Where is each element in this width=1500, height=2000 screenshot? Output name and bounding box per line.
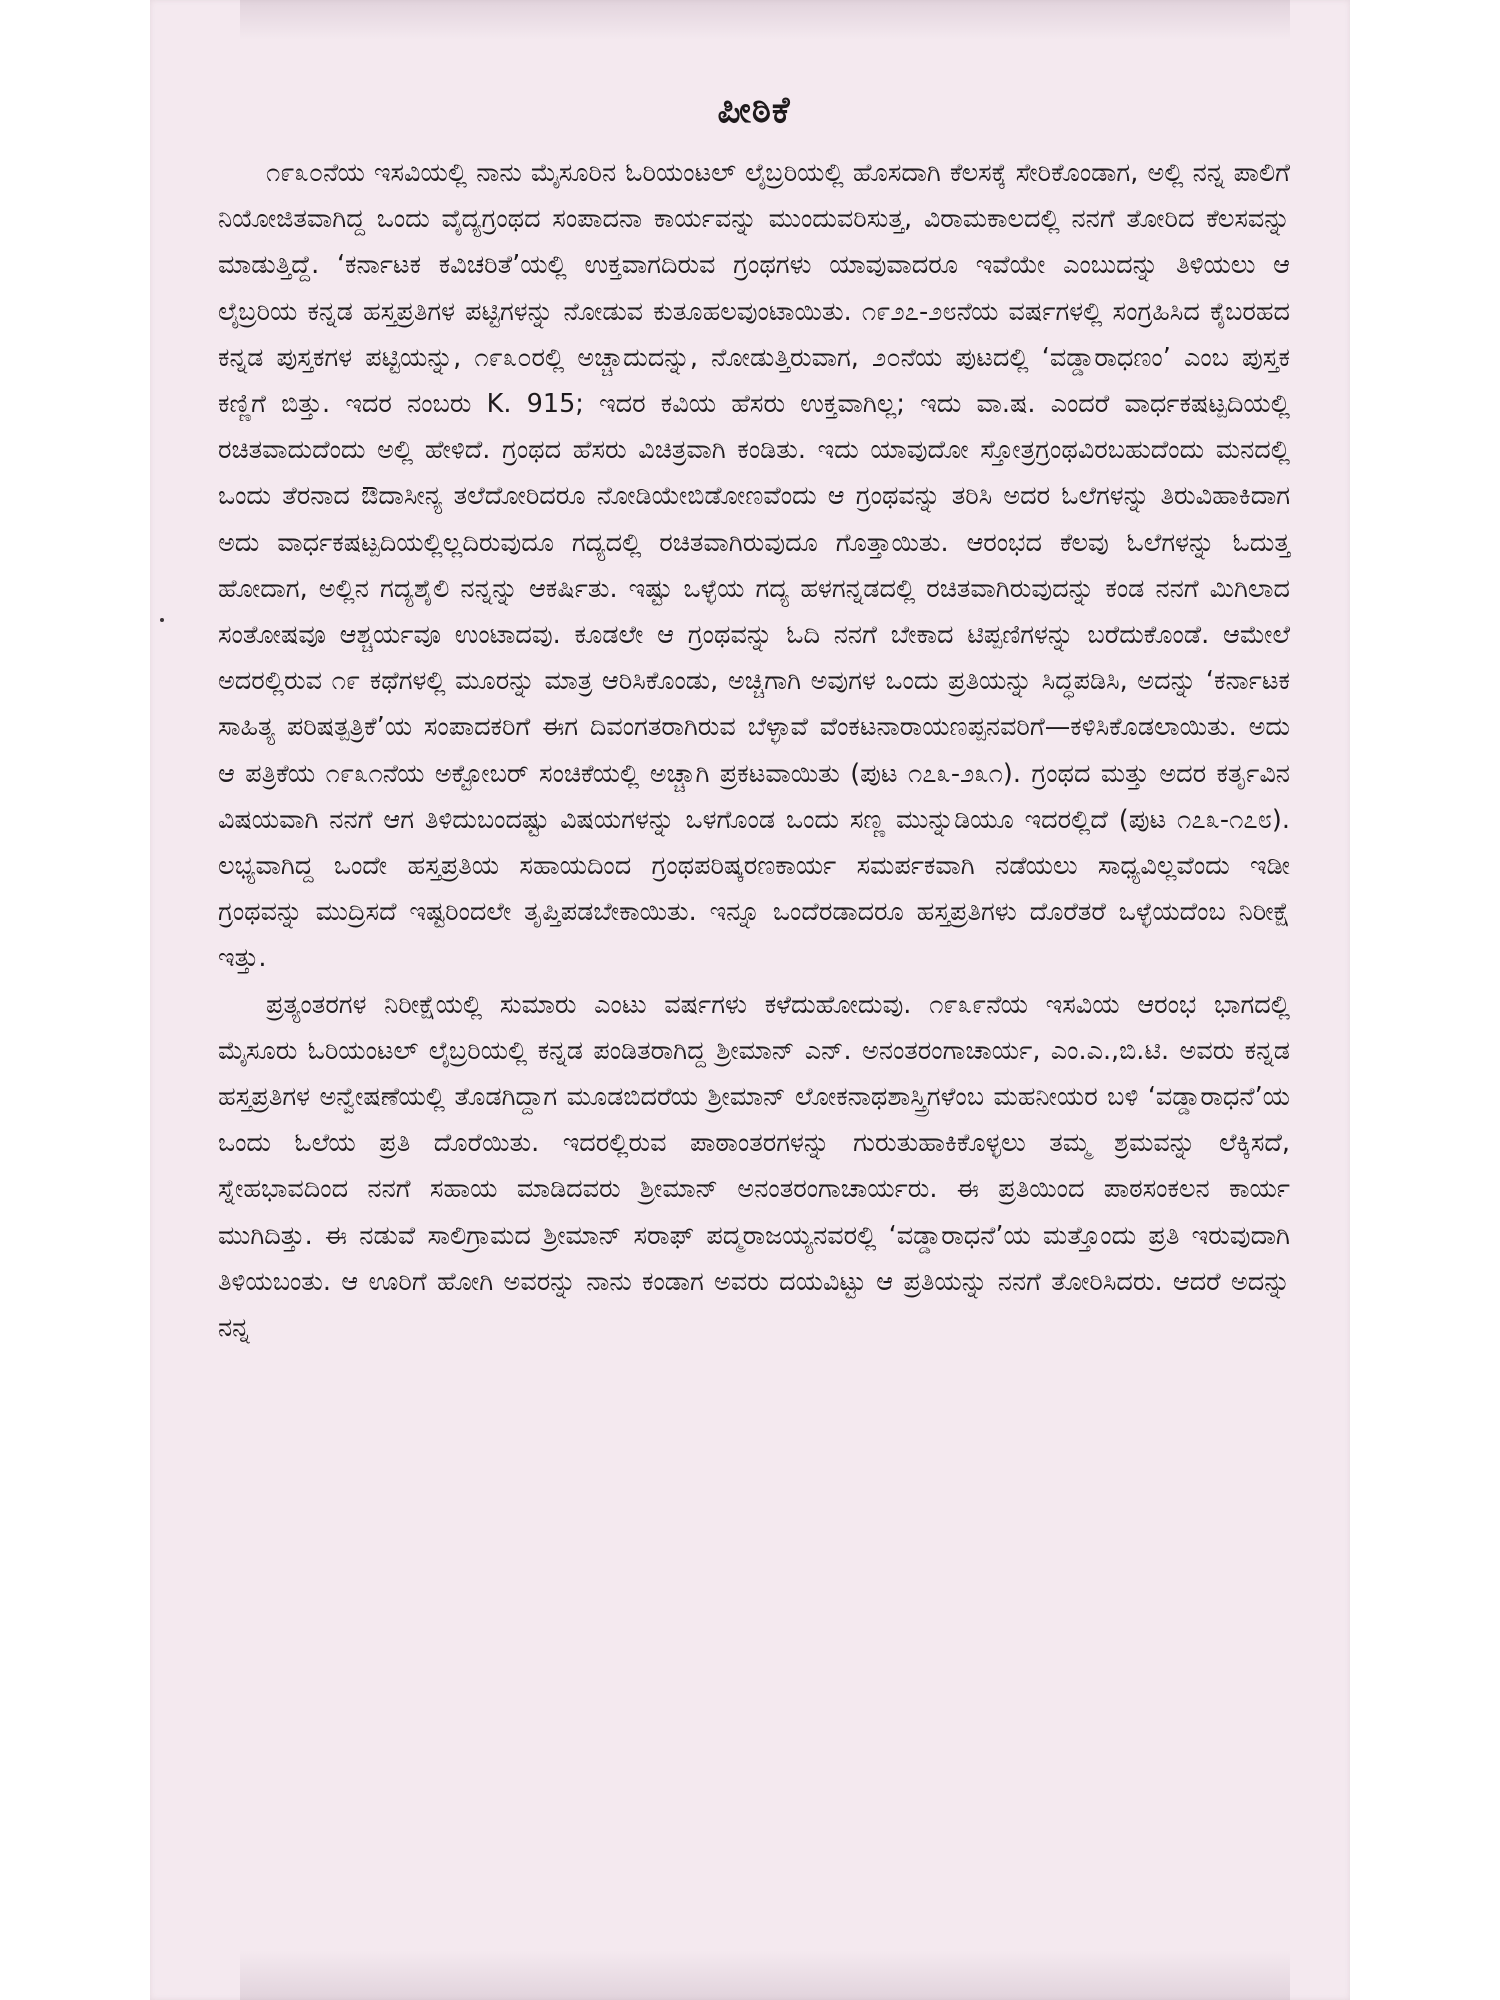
show-through-top: [240, 0, 1290, 40]
book-page: [150, 0, 1350, 2000]
margin-speck: [160, 618, 164, 622]
paragraph-2: ಪ್ರತ್ಯಂತರಗಳ ನಿರೀಕ್ಷೆಯಲ್ಲಿ ಸುಮಾರು ಎಂಟು ವರ್ಷಗಳು ಕಳೆದುಹೋದುವು. ೧೯೩೯ನೆಯ ಇಸವಿಯ ಆರಂಭ ಭಾಗದಲ್ಲಿ ಮೈಸೂರು ಓರಿಯಂಟಲ್ ಲೈಬ್ರರಿಯಲ್ಲಿ ಕನ್ನಡ ಪಂಡಿತರಾಗಿದ್ದ ಶ್ರೀಮಾನ್ ಎನ್. ಅನಂತರಂಗಾಚಾರ್ಯ, ಎಂ.ಎ.,ಬಿ.ಟಿ. ಅವರು ಕನ್ನಡ ಹಸ್ತಪ್ರತಿಗಳ ಅನ್ವೇಷಣೆಯಲ್ಲಿ ತೊಡಗಿದ್ದಾಗ ಮೂಡಬಿದರೆಯ ಶ್ರೀಮಾನ್ ಲೋಕನಾಥಶಾಸ್ತ್ರಿಗಳೆಂಬ ಮಹನೀಯರ ಬಳಿ ‘ವಡ್ಡಾರಾಧನೆ’ಯ ಒಂದು ಓಲೆಯ ಪ್ರತಿ ದೊರೆಯಿತು. ಇದರಲ್ಲಿರುವ ಪಾಠಾಂತರಗಳನ್ನು ಗುರುತುಹಾಕಿಕೊಳ್ಳಲು ತಮ್ಮ ಶ್ರಮವನ್ನು ಲೆಕ್ಕಿಸದೆ, ಸ್ನೇಹಭಾವದಿಂದ ನನಗೆ ಸಹಾಯ ಮಾಡಿದವರು ಶ್ರೀಮಾನ್ ಅನಂತರಂಗಾಚಾರ್ಯರು. ಈ ಪ್ರತಿಯಿಂದ ಪಾಠಸಂಕಲನ ಕಾರ್ಯ ಮುಗಿದಿತ್ತು. ಈ ನಡುವೆ ಸಾಲಿಗ್ರಾಮದ ಶ್ರೀಮಾನ್ ಸರಾಫ್ ಪದ್ಮರಾಜಯ್ಯನವರಲ್ಲಿ ‘ವಡ್ಡಾರಾಧನೆ’ಯ ಮತ್ತೊಂದು ಪ್ರತಿ ಇರುವುದಾಗಿ ತಿಳಿಯಬಂತು. ಆ ಊರಿಗೆ ಹೋಗಿ ಅವರನ್ನು ನಾನು ಕಂಡಾಗ ಅವರು ದಯವಿಟ್ಟು ಆ ಪ್ರತಿಯನ್ನು ನನಗೆ ತೋರಿಸಿದರು. ಆದರೆ ಅದನ್ನು ನನ್ನ: [218, 989, 1290, 1344]
paragraph-1: ೧೯೩೦ನೆಯ ಇಸವಿಯಲ್ಲಿ ನಾನು ಮೈಸೂರಿನ ಓರಿಯಂಟಲ್ ಲೈಬ್ರರಿಯಲ್ಲಿ ಹೊಸದಾಗಿ ಕೆಲಸಕ್ಕೆ ಸೇರಿಕೊಂಡಾಗ, ಅಲ್ಲಿ ನನ್ನ ಪಾಲಿಗೆ ನಿಯೋಜಿತವಾಗಿದ್ದ ಒಂದು ವೈದ್ಯಗ್ರಂಥದ ಸಂಪಾದನಾ ಕಾರ್ಯವನ್ನು ಮುಂದುವರಿಸುತ್ತ, ವಿರಾಮಕಾಲದಲ್ಲಿ ನನಗೆ ತೋರಿದ ಕೆಲಸವನ್ನು ಮಾಡುತ್ತಿದ್ದೆ. ‘ಕರ್ನಾಟಕ ಕವಿಚರಿತೆ’ಯಲ್ಲಿ ಉಕ್ತವಾಗದಿರುವ ಗ್ರಂಥಗಳು ಯಾವುವಾದರೂ ಇವೆಯೇ ಎಂಬುದನ್ನು ತಿಳಿಯಲು ಆ ಲೈಬ್ರರಿಯ ಕನ್ನಡ ಹಸ್ತಪ್ರತಿಗಳ ಪಟ್ಟಿಗಳನ್ನು ನೋಡುವ ಕುತೂಹಲವುಂಟಾಯಿತು. ೧೯೨೭-೨೮ನೆಯ ವರ್ಷಗಳಲ್ಲಿ ಸಂಗ್ರಹಿಸಿದ ಕೈಬರಹದ ಕನ್ನಡ ಪುಸ್ತಕಗಳ ಪಟ್ಟಿಯನ್ನು, ೧೯೩೦ರಲ್ಲಿ ಅಚ್ಚಾದುದನ್ನು, ನೋಡುತ್ತಿರುವಾಗ, ೨೦ನೆಯ ಪುಟದಲ್ಲಿ ‘ವಡ್ಡಾರಾಧಣಂ’ ಎಂಬ ಪುಸ್ತಕ ಕಣ್ಣಿಗೆ ಬಿತ್ತು. ಇದರ ನಂಬರು K. 915; ಇದರ ಕವಿಯ ಹೆಸರು ಉಕ್ತವಾಗಿಲ್ಲ; ಇದು ವಾ.ಷ. ಎಂದರೆ ವಾರ್ಧಕಷಟ್ಪದಿಯಲ್ಲಿ ರಚಿತವಾದುದೆಂದು ಅಲ್ಲಿ ಹೇಳಿದೆ. ಗ್ರಂಥದ ಹೆಸರು ವಿಚಿತ್ರವಾಗಿ ಕಂಡಿತು. ಇದು ಯಾವುದೋ ಸ್ತೋತ್ರಗ್ರಂಥವಿರಬಹುದೆಂದು ಮನದಲ್ಲಿ ಒಂದು ತೆರನಾದ ಔದಾಸೀನ್ಯ ತಲೆದೋರಿದರೂ ನೋಡಿಯೇಬಿಡೋಣವೆಂದು ಆ ಗ್ರಂಥವನ್ನು ತರಿಸಿ ಅದರ ಓಲೆಗಳನ್ನು ತಿರುವಿಹಾಕಿದಾಗ ಅದು ವಾರ್ಧಕಷಟ್ಪದಿಯಲ್ಲಿಲ್ಲದಿರುವುದೂ ಗದ್ಯದಲ್ಲಿ ರಚಿತವಾಗಿರುವುದೂ ಗೊತ್ತಾಯಿತು. ಆರಂಭದ ಕೆಲವು ಓಲೆಗಳನ್ನು ಓದುತ್ತ ಹೋದಾಗ, ಅಲ್ಲಿನ ಗದ್ಯಶೈಲಿ ನನ್ನನ್ನು ಆಕರ್ಷಿತು. ಇಷ್ಟು ಒಳ್ಳೆಯ ಗದ್ಯ ಹಳಗನ್ನಡದಲ್ಲಿ ರಚಿತವಾಗಿರುವುದನ್ನು ಕಂಡ ನನಗೆ ಮಿಗಿಲಾದ ಸಂತೋಷವೂ ಆಶ್ಚರ್ಯವೂ ಉಂಟಾದವು. ಕೂಡಲೇ ಆ ಗ್ರಂಥವನ್ನು ಓದಿ ನನಗೆ ಬೇಕಾದ ಟಿಪ್ಪಣಿಗಳನ್ನು ಬರೆದುಕೊಂಡೆ. ಆಮೇಲೆ ಅದರಲ್ಲಿರುವ ೧೯ ಕಥೆಗಳಲ್ಲಿ ಮೂರನ್ನು ಮಾತ್ರ ಆರಿಸಿಕೊಂಡು, ಅಚ್ಚಿಗಾಗಿ ಅವುಗಳ ಒಂದು ಪ್ರತಿಯನ್ನು ಸಿದ್ಧಪಡಿಸಿ, ಅದನ್ನು ‘ಕರ್ನಾಟಕ ಸಾಹಿತ್ಯ ಪರಿಷತ್ಪತ್ರಿಕೆ’ಯ ಸಂಪಾದಕರಿಗೆ ಈಗ ದಿವಂಗತರಾಗಿರುವ ಬೆಳ್ಳಾವೆ ವೆಂಕಟನಾರಾಯಣಪ್ಪನವರಿಗೆ—ಕಳಿಸಿಕೊಡಲಾಯಿತು. ಅದು ಆ ಪತ್ರಿಕೆಯ ೧೯೩೧ನೆಯ ಅಕ್ಟೋಬರ್ ಸಂಚಿಕೆಯಲ್ಲಿ ಅಚ್ಚಾಗಿ ಪ್ರಕಟವಾಯಿತು (ಪುಟ ೧೭೩-೨೩೧). ಗ್ರಂಥದ ಮತ್ತು ಅದರ ಕರ್ತೃವಿನ ವಿಷಯವಾಗಿ ನನಗೆ ಆಗ ತಿಳಿದುಬಂದಷ್ಟು ವಿಷಯಗಳನ್ನು ಒಳಗೊಂಡ ಒಂದು ಸಣ್ಣ ಮುನ್ನುಡಿಯೂ ಇದರಲ್ಲಿದೆ (ಪುಟ ೧೭೩-೧೭೮). ಲಭ್ಯವಾಗಿದ್ದ ಒಂದೇ ಹಸ್ತಪ್ರತಿಯ ಸಹಾಯದಿಂದ ಗ್ರಂಥಪರಿಷ್ಕರಣಕಾರ್ಯ ಸಮರ್ಪಕವಾಗಿ ನಡೆಯಲು ಸಾಧ್ಯವಿಲ್ಲವೆಂದು ಇಡೀ ಗ್ರಂಥವನ್ನು ಮುದ್ರಿಸದೆ ಇಷ್ಟರಿಂದಲೇ ತೃಪ್ತಿಪಡಬೇಕಾಯಿತು. ಇನ್ನೂ ಒಂದೆರಡಾದರೂ ಹಸ್ತಪ್ರತಿಗಳು ದೊರೆತರೆ ಒಳ್ಳೆಯದೆಂಬ ನಿರೀಕ್ಷೆ ಇತ್ತು.: [218, 158, 1290, 974]
text-block: [218, 90, 1290, 1351]
page-title: ಪೀಠಿಕೆ: [717, 90, 791, 131]
show-through-bottom: [240, 1950, 1290, 2000]
